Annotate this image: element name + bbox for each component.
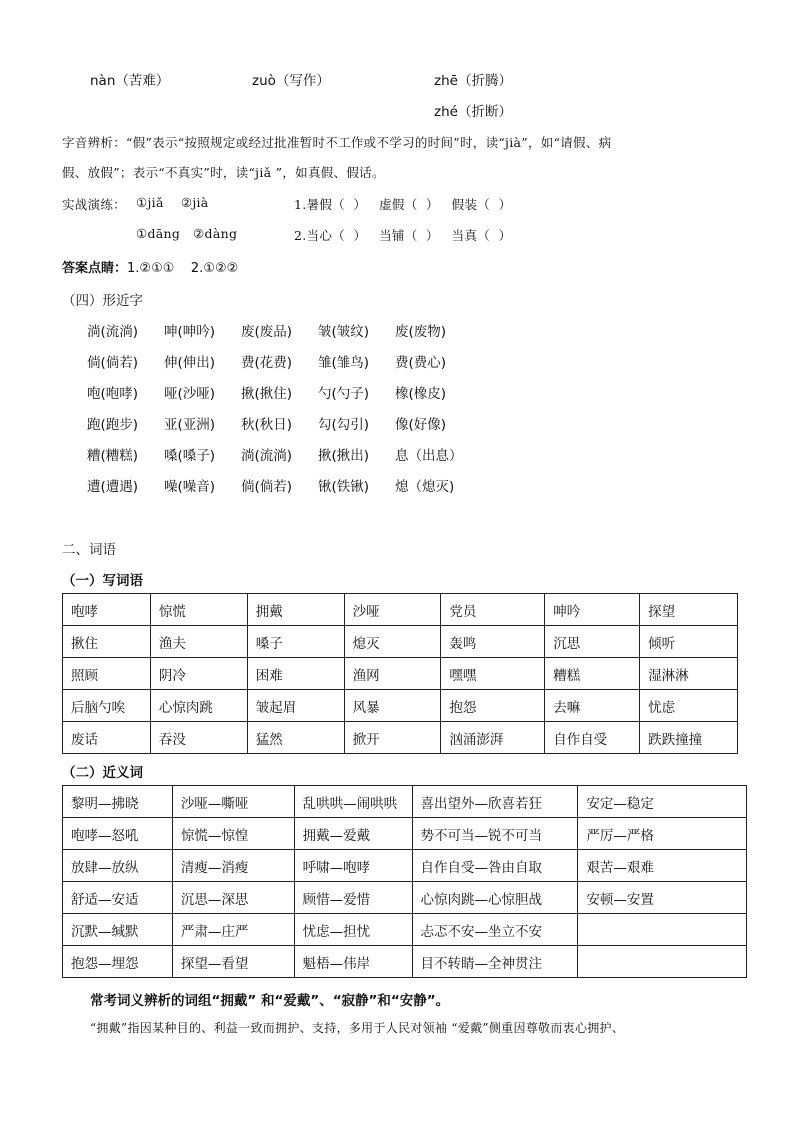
pinyin-zhe2: zhé（折断） (434, 104, 512, 120)
table-cell: 汹涌澎湃 (441, 722, 545, 754)
xingjinzi-item: 揪(揪出) (318, 448, 370, 464)
table-cell: 揪住 (63, 626, 151, 658)
table-row (63, 626, 738, 658)
table-cell (578, 946, 747, 978)
xingjinzi-item: 哑(沙哑) (164, 386, 216, 402)
table-cell: 糟糕 (545, 658, 640, 690)
xingjinzi-item: 勺(勺子) (318, 386, 370, 402)
practice-a-options: ①jiǎ ②jià (136, 195, 209, 210)
table-cell: 安定—稳定 (578, 786, 747, 818)
table-cell: 自作自受 (545, 722, 640, 754)
table-cell: 抱怨 (441, 690, 545, 722)
analysis-line2: 假、放假”；表示“不真实”时，读“jiǎ ”，如真假、假话。 (62, 165, 385, 180)
table-cell: 照顾 (63, 658, 151, 690)
table-cell: 风暴 (344, 690, 441, 722)
table-cell: 跌跌撞撞 (640, 722, 738, 754)
answer-line (62, 257, 238, 276)
practice-b-options: ①dāng ②dàng (136, 226, 238, 241)
table-row (63, 690, 738, 722)
xingjinzi-item: 咆(咆哮) (87, 386, 139, 402)
xingjinzi-item: 雏(雏鸟) (318, 355, 370, 371)
xingjinzi-item: 淌(流淌) (241, 448, 293, 464)
table-cell: 拥戴 (247, 594, 344, 626)
xingjinzi-item: 勾(勾引) (318, 417, 370, 433)
xingjinzi-item: 噪(噪音) (164, 479, 216, 495)
table-cell: 忐忑不安—坐立不安 (412, 914, 578, 946)
xingjinzi-item: 糟(糟糕) (87, 448, 139, 464)
xingjinzi-item: 嗓(嗓子) (164, 448, 216, 464)
note-title: 常考词义辨析的词组“拥戴” 和“爱戴”、“寂静”和“安静”。 (90, 993, 450, 1009)
table-cell: 艰苦—艰难 (578, 850, 747, 882)
table-cell: 势不可当—锐不可当 (412, 818, 578, 850)
table-cell: 渔夫 (150, 626, 247, 658)
table-cell: 咆哮 (63, 594, 151, 626)
table-cell: 湿淋淋 (640, 658, 738, 690)
table-row (63, 722, 738, 754)
table-cell: 嗓子 (247, 626, 344, 658)
practice-a-question: 1.暑假（ ） 虚假（ ） 假装（ ） (294, 197, 512, 212)
table-cell: 轰鸣 (441, 626, 545, 658)
table-cell: 自作自受—咎由自取 (412, 850, 578, 882)
table-cell: 忧虑 (640, 690, 738, 722)
write-words-table (62, 593, 738, 754)
pinyin-nan: nàn（苦难） (90, 73, 170, 89)
table-cell: 沙哑—嘶哑 (172, 786, 294, 818)
xingjinzi-item: 倘(倘若) (241, 479, 293, 495)
table-cell: 乱哄哄—闹哄哄 (294, 786, 412, 818)
table-cell: 探望 (640, 594, 738, 626)
table-cell: 清瘦—消瘦 (172, 850, 294, 882)
table-cell: 倾听 (640, 626, 738, 658)
table-row (63, 658, 738, 690)
table-row (63, 946, 747, 978)
xingjinzi-item: 呻(呻吟) (164, 324, 216, 340)
section-title-synonyms: （二）近义词 (62, 765, 143, 781)
xingjinzi-item: 息（出息） (395, 448, 463, 464)
table-cell: 沉思—深思 (172, 882, 294, 914)
practice-label: 实战演练： (62, 197, 127, 212)
table-cell: 掀开 (344, 722, 441, 754)
table-cell: 沉思 (545, 626, 640, 658)
table-row (63, 786, 747, 818)
table-cell: 皱起眉 (247, 690, 344, 722)
xingjinzi-item: 熄（熄灭) (395, 479, 455, 495)
xingjinzi-item: 废(废品) (241, 324, 293, 340)
table-cell: 顾惜—爱惜 (294, 882, 412, 914)
table-cell: 困难 (247, 658, 344, 690)
xingjinzi-item: 秋(秋日) (241, 417, 293, 433)
practice-b-question: 2.当心（ ） 当铺（ ） 当真（ ） (294, 228, 512, 243)
xingjinzi-row (87, 444, 485, 464)
table-cell: 拥戴—爱戴 (294, 818, 412, 850)
synonyms-table (62, 785, 747, 978)
table-cell: 黎明—拂晓 (63, 786, 173, 818)
table-cell: 探望—看望 (172, 946, 294, 978)
table-cell: 惊慌 (150, 594, 247, 626)
xingjinzi-item: 伸(伸出) (164, 355, 216, 371)
table-cell: 放肆—放纵 (63, 850, 173, 882)
table-cell: 魁梧—伟岸 (294, 946, 412, 978)
table-cell: 吞没 (150, 722, 247, 754)
table-cell: 心惊肉跳 (150, 690, 247, 722)
answer-label: 答案点睛： (62, 261, 128, 276)
table-cell: 沉默—缄默 (63, 914, 173, 946)
note-text: “拥戴”指因某种目的、利益一致而拥护、支持，多用于人民对领袖 “爱戴”侧重因尊敬而衷心拥护、 (90, 1021, 625, 1035)
table-row (63, 850, 747, 882)
table-cell: 目不转睛—全神贯注 (412, 946, 578, 978)
table-cell: 舒适—安适 (63, 882, 173, 914)
xingjinzi-row (87, 413, 485, 433)
xingjinzi-item: 淌(流淌) (87, 324, 139, 340)
table-cell: 惊慌—惊惶 (172, 818, 294, 850)
table-row (63, 594, 738, 626)
table-cell: 忧虑—担忧 (294, 914, 412, 946)
section-title-write-words: （一）写词语 (62, 573, 143, 589)
table-cell: 阴冷 (150, 658, 247, 690)
xingjinzi-item: 像(好像) (395, 417, 447, 433)
xingjinzi-item: 皱(皱纹) (318, 324, 370, 340)
xingjinzi-item: 倘(倘若) (87, 355, 139, 371)
table-cell: 抱怨—埋怨 (63, 946, 173, 978)
xingjinzi-item: 费(花费) (241, 355, 293, 371)
xingjinzi-item: 废(废物) (395, 324, 447, 340)
section-title-xingjinzi: （四）形近字 (62, 293, 143, 309)
table-cell: 咆哮—怒吼 (63, 818, 173, 850)
table-cell: 后脑勺唉 (63, 690, 151, 722)
table-cell: 渔网 (344, 658, 441, 690)
table-cell: 沙哑 (344, 594, 441, 626)
xingjinzi-item: 跑(跑步) (87, 417, 139, 433)
table-cell: 心惊肉跳—心惊胆战 (412, 882, 578, 914)
table-cell: 呻吟 (545, 594, 640, 626)
table-cell: 废话 (63, 722, 151, 754)
xingjinzi-item: 锹(铁锹) (318, 479, 370, 495)
xingjinzi-row (87, 475, 485, 495)
pinyin-zhe1: zhē（折腾） (434, 73, 512, 89)
table-cell: 党员 (441, 594, 545, 626)
xingjinzi-row (87, 351, 485, 371)
answer-text: 1.②①① 2.①②② (127, 261, 239, 276)
table-cell: 喜出望外—欣喜若狂 (412, 786, 578, 818)
xingjinzi-item: 遭(遭遇) (87, 479, 139, 495)
table-cell: 安顿—安置 (578, 882, 747, 914)
part2-title: 二、词语 (62, 542, 116, 558)
xingjinzi-item: 橡(橡皮) (395, 386, 447, 402)
table-cell: 严肃—庄严 (172, 914, 294, 946)
table-cell: 猛然 (247, 722, 344, 754)
table-cell: 呼啸—咆哮 (294, 850, 412, 882)
table-cell: 去嘛 (545, 690, 640, 722)
table-row (63, 914, 747, 946)
table-cell: 嘿嘿 (441, 658, 545, 690)
analysis-line1: 字音辨析：“假”表示“按照规定或经过批准暂时不工作或不学习的时间”时，读“jià”，如“请假、病 (62, 135, 612, 150)
table-cell: 熄灭 (344, 626, 441, 658)
table-cell (578, 914, 747, 946)
table-row (63, 882, 747, 914)
xingjinzi-row (87, 320, 485, 340)
xingjinzi-row (87, 382, 485, 402)
table-cell: 严厉—严格 (578, 818, 747, 850)
xingjinzi-item: 亚(亚洲) (164, 417, 216, 433)
table-row (63, 818, 747, 850)
xingjinzi-item: 揪(揪住) (241, 386, 293, 402)
pinyin-zuo: zuò（写作） (252, 73, 330, 89)
xingjinzi-item: 费(费心) (395, 355, 447, 371)
